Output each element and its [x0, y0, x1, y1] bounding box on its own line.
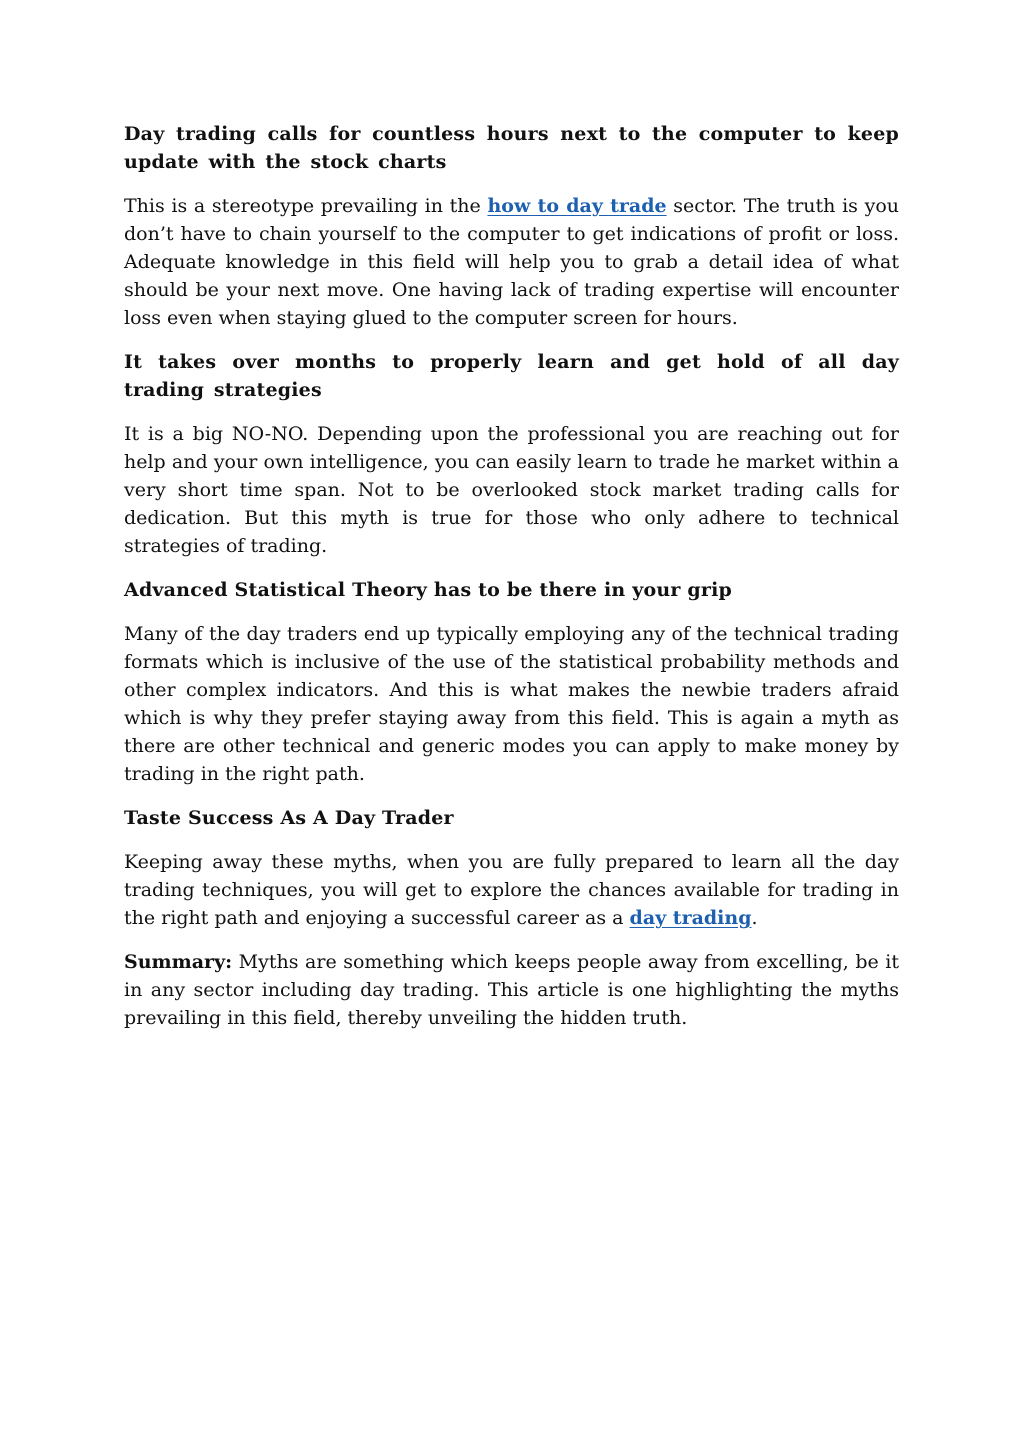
- summary-paragraph: [124, 948, 899, 1032]
- section-heading-1: Day trading calls for countless hours next to the computer to keep update with the stock charts: [124, 123, 899, 173]
- how-to-day-trade-link[interactable]: how to day trade: [487, 195, 667, 217]
- paragraph-text: This is a stereotype prevailing in the: [124, 195, 488, 217]
- paragraph-text: Keeping away these myths, when you are fully prepared to learn all the day trading techniques, you will get to explore the chances available for trading in the right path and enjoying a successful career as a: [124, 851, 899, 929]
- section-heading-3: Advanced Statistical Theory has to be there in your grip: [124, 579, 733, 601]
- paragraph-text: sector. The truth is you don’t have to chain yourself to the computer to get indications of profit or loss. Adequate knowledge in this field will help you to grab a detail idea of what should be your next move. One having lack of trading expertise will encounter loss even when staying glued to the computer screen for hours.: [124, 195, 899, 329]
- article-body: [124, 120, 899, 1048]
- summary-text: Myths are something which keeps people away from excelling, be it in any sector including day trading. This article is one highlighting the myths prevailing in this field, thereby unveiling the hidden truth.: [124, 951, 899, 1029]
- section-paragraph-3: Many of the day traders end up typically employing any of the technical trading formats which is inclusive of the use of the statistical probability methods and other complex indicators. And this is what makes the newbie traders afraid which is why they prefer staying away from this field. This is again a myth as there are other technical and generic modes you can apply to make money by trading in the right path.: [124, 623, 899, 785]
- section-heading-2: It takes over months to properly learn and get hold of all day trading strategies: [124, 351, 899, 401]
- day-trading-link[interactable]: day trading: [629, 907, 752, 929]
- paragraph-text: .: [751, 907, 758, 929]
- section-paragraph-2: It is a big NO-NO. Depending upon the professional you are reaching out for help and your own intelligence, you can easily learn to trade he market within a very short time span. Not to be overlooked stock market trading calls for dedication. But this myth is true for those who only adhere to technical strategies of trading.: [124, 423, 899, 557]
- section-heading-4: Taste Success As A Day Trader: [124, 807, 454, 829]
- section-paragraph-4: [124, 848, 899, 932]
- summary-label: Summary:: [124, 951, 233, 973]
- section-paragraph-1: [124, 192, 899, 332]
